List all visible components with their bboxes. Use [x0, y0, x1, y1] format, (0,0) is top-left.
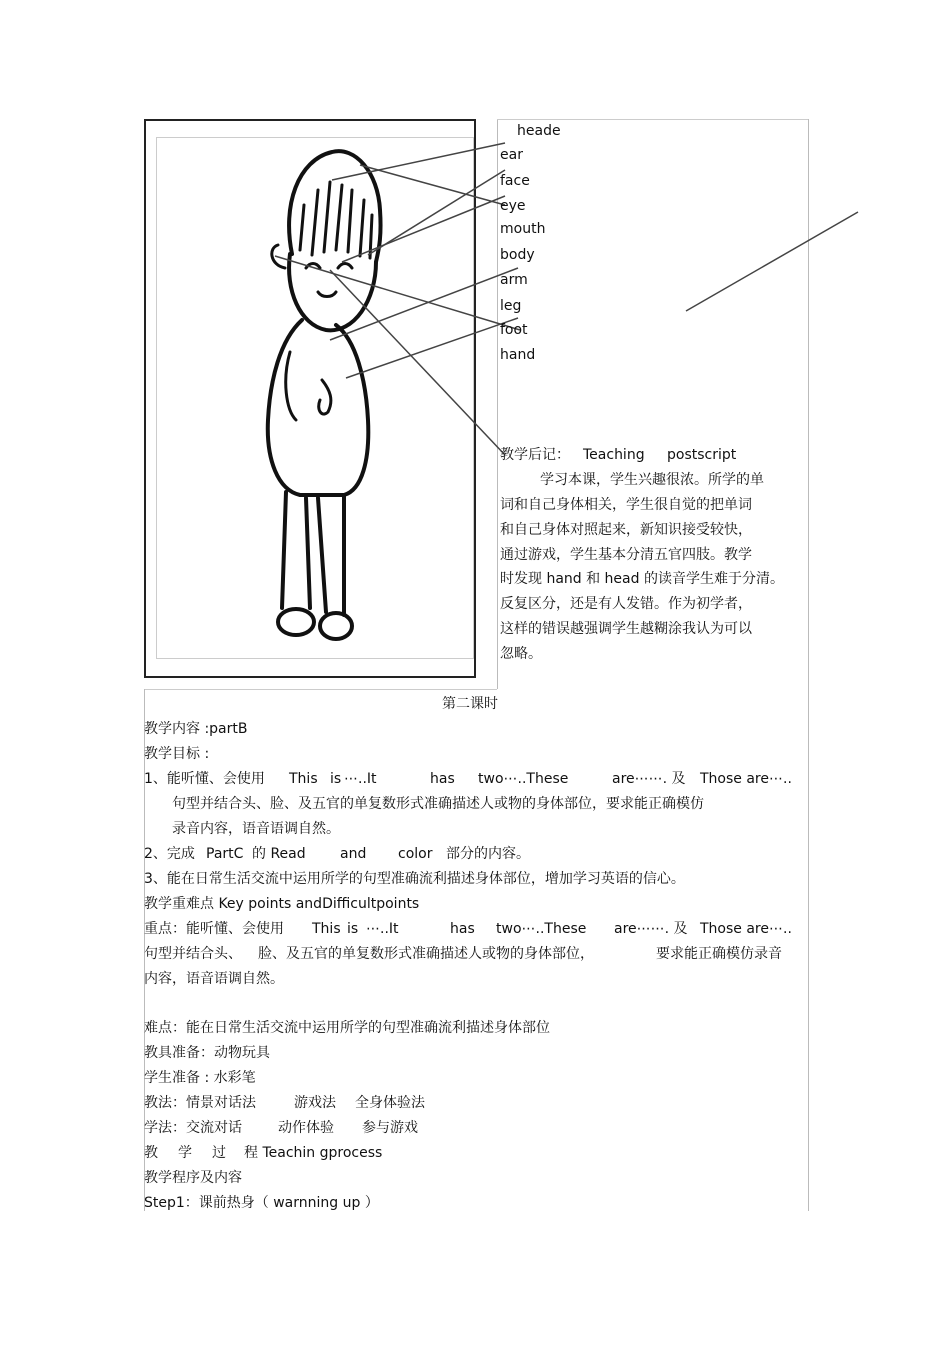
process-label: 教 — [144, 1145, 158, 1161]
goal2-text: PartC — [206, 846, 244, 862]
hair-strands — [300, 182, 372, 258]
left-foot — [278, 609, 314, 635]
goal1-line3: 录音内容，语音语调自然。 — [172, 821, 340, 837]
key-point-line2: 脸、及五官的单复数形式准确描述人或物的身体部位， — [258, 946, 594, 962]
connector-foot — [275, 256, 520, 330]
goal1-line2: 句型并结合头、脸、及五官的单复数形式准确描述人或物的身体部位，要求能正确模仿 — [172, 796, 704, 812]
connector-heade — [332, 143, 505, 180]
postscript-heading-en: Teaching — [583, 447, 645, 463]
teaching-method: 教法：情景对话法 — [144, 1095, 256, 1111]
stray-line — [686, 212, 858, 311]
key-point-text: This — [312, 921, 341, 937]
goal-label: 教学目标 : — [144, 746, 210, 762]
goal1-text: ⋯..It — [344, 771, 377, 787]
goal1-text: has — [430, 771, 455, 787]
goal2-text: 的 Read — [252, 846, 306, 862]
goal3-text: 3、能在日常生活交流中运用所学的句型准确流利描述身体部位，增加学习英语的信心。 — [144, 871, 685, 887]
right-leg — [318, 495, 344, 615]
label-face: face — [500, 173, 530, 189]
label-arm: arm — [500, 272, 528, 288]
procedure-label: 教学程序及内容 — [144, 1170, 242, 1186]
key-point-text: 重点：能听懂、会使用 — [144, 921, 284, 937]
postscript-line: 和自己身体对照起来，新知识接受较快， — [500, 522, 752, 538]
learning-method: 动作体验 — [278, 1120, 334, 1136]
process-label: 过 — [212, 1145, 226, 1161]
key-point-text: two⋯..These — [496, 921, 587, 937]
label-head: heade — [517, 123, 561, 139]
goal2-text: and — [340, 846, 367, 862]
label-leg: leg — [500, 298, 522, 314]
connector-arm — [330, 268, 518, 340]
postscript-line: 时发现 hand 和 head 的读音学生难于分清。 — [500, 571, 784, 587]
postscript-line: 忽略。 — [500, 646, 542, 662]
goal1-text: is — [330, 771, 342, 787]
connector-eye — [360, 165, 505, 205]
process-label: 程 Teachin gprocess — [244, 1145, 383, 1161]
mouth — [318, 292, 336, 297]
key-point-text: are⋯⋯. 及 — [614, 921, 688, 937]
key-point-text: ⋯..It — [366, 921, 399, 937]
key-point-line2: 句型并结合头、 — [144, 946, 242, 962]
learning-method: 参与游戏 — [362, 1120, 418, 1136]
process-label: 学 — [178, 1145, 192, 1161]
label-ear: ear — [500, 147, 523, 163]
postscript-line: 通过游戏，学生基本分清五官四肢。教学 — [500, 547, 752, 563]
right-hand — [319, 380, 331, 414]
postscript-line: 反复区分，还是有人发错。作为初学者， — [500, 596, 752, 612]
teaching-method: 全身体验法 — [355, 1095, 425, 1111]
goal2-text: 2、完成 — [144, 846, 195, 862]
key-point-text: Those are⋯.. — [700, 921, 792, 937]
key-point-text: has — [450, 921, 475, 937]
label-body: body — [500, 247, 535, 263]
key-point-text: is — [347, 921, 359, 937]
goal2-text: color — [398, 846, 433, 862]
content-label: 教学内容 :partB — [144, 721, 248, 737]
connector-ear — [342, 196, 505, 262]
postscript-line: 词和自己身体相关，学生很自觉的把单词 — [500, 497, 752, 513]
connector-hand — [330, 270, 505, 455]
key-point-line3: 内容，语音语调自然。 — [144, 971, 284, 987]
step1-heading: Step1：课前热身（ warnning up ） — [144, 1195, 379, 1211]
left-leg — [282, 492, 310, 608]
teaching-tools: 教具准备：动物玩具 — [144, 1045, 270, 1061]
difficult-point: 难点：能在日常生活交流中运用所学的句型准确流利描述身体部位 — [144, 1020, 550, 1036]
postscript-heading: 教学后记： — [500, 447, 570, 463]
learning-method: 学法：交流对话 — [144, 1120, 242, 1136]
postscript-line: 这样的错误越强调学生越糊涂我认为可以 — [500, 621, 752, 637]
postscript-line: 学习本课，学生兴趣很浓。所学的单 — [540, 472, 764, 488]
goal1-text: 1、能听懂、会使用 — [144, 771, 265, 787]
label-mouth: mouth — [500, 221, 546, 237]
connector-leg — [346, 318, 518, 378]
goal1-text: Those are⋯.. — [700, 771, 792, 787]
label-eye: eye — [500, 198, 526, 214]
goal1-text: two⋯..These — [478, 771, 569, 787]
postscript-heading-en2: postscript — [667, 447, 737, 463]
student-prep: 学生准备 : 水彩笔 — [144, 1070, 256, 1086]
keypoints-label: 教学重难点 Key points andDifficultpoints — [144, 896, 420, 912]
right-foot — [320, 613, 352, 639]
goal1-text: This — [289, 771, 318, 787]
label-foot: foot — [500, 322, 528, 338]
goal2-text: 部分的内容。 — [446, 846, 530, 862]
label-hand: hand — [500, 347, 536, 363]
lesson-title: 第二课时 — [442, 696, 498, 712]
connector-face — [368, 170, 505, 255]
goal1-text: are⋯⋯. 及 — [612, 771, 686, 787]
left-arm — [286, 352, 296, 420]
teaching-method: 游戏法 — [294, 1095, 336, 1111]
key-point-line2: 要求能正确模仿录音 — [656, 946, 782, 962]
